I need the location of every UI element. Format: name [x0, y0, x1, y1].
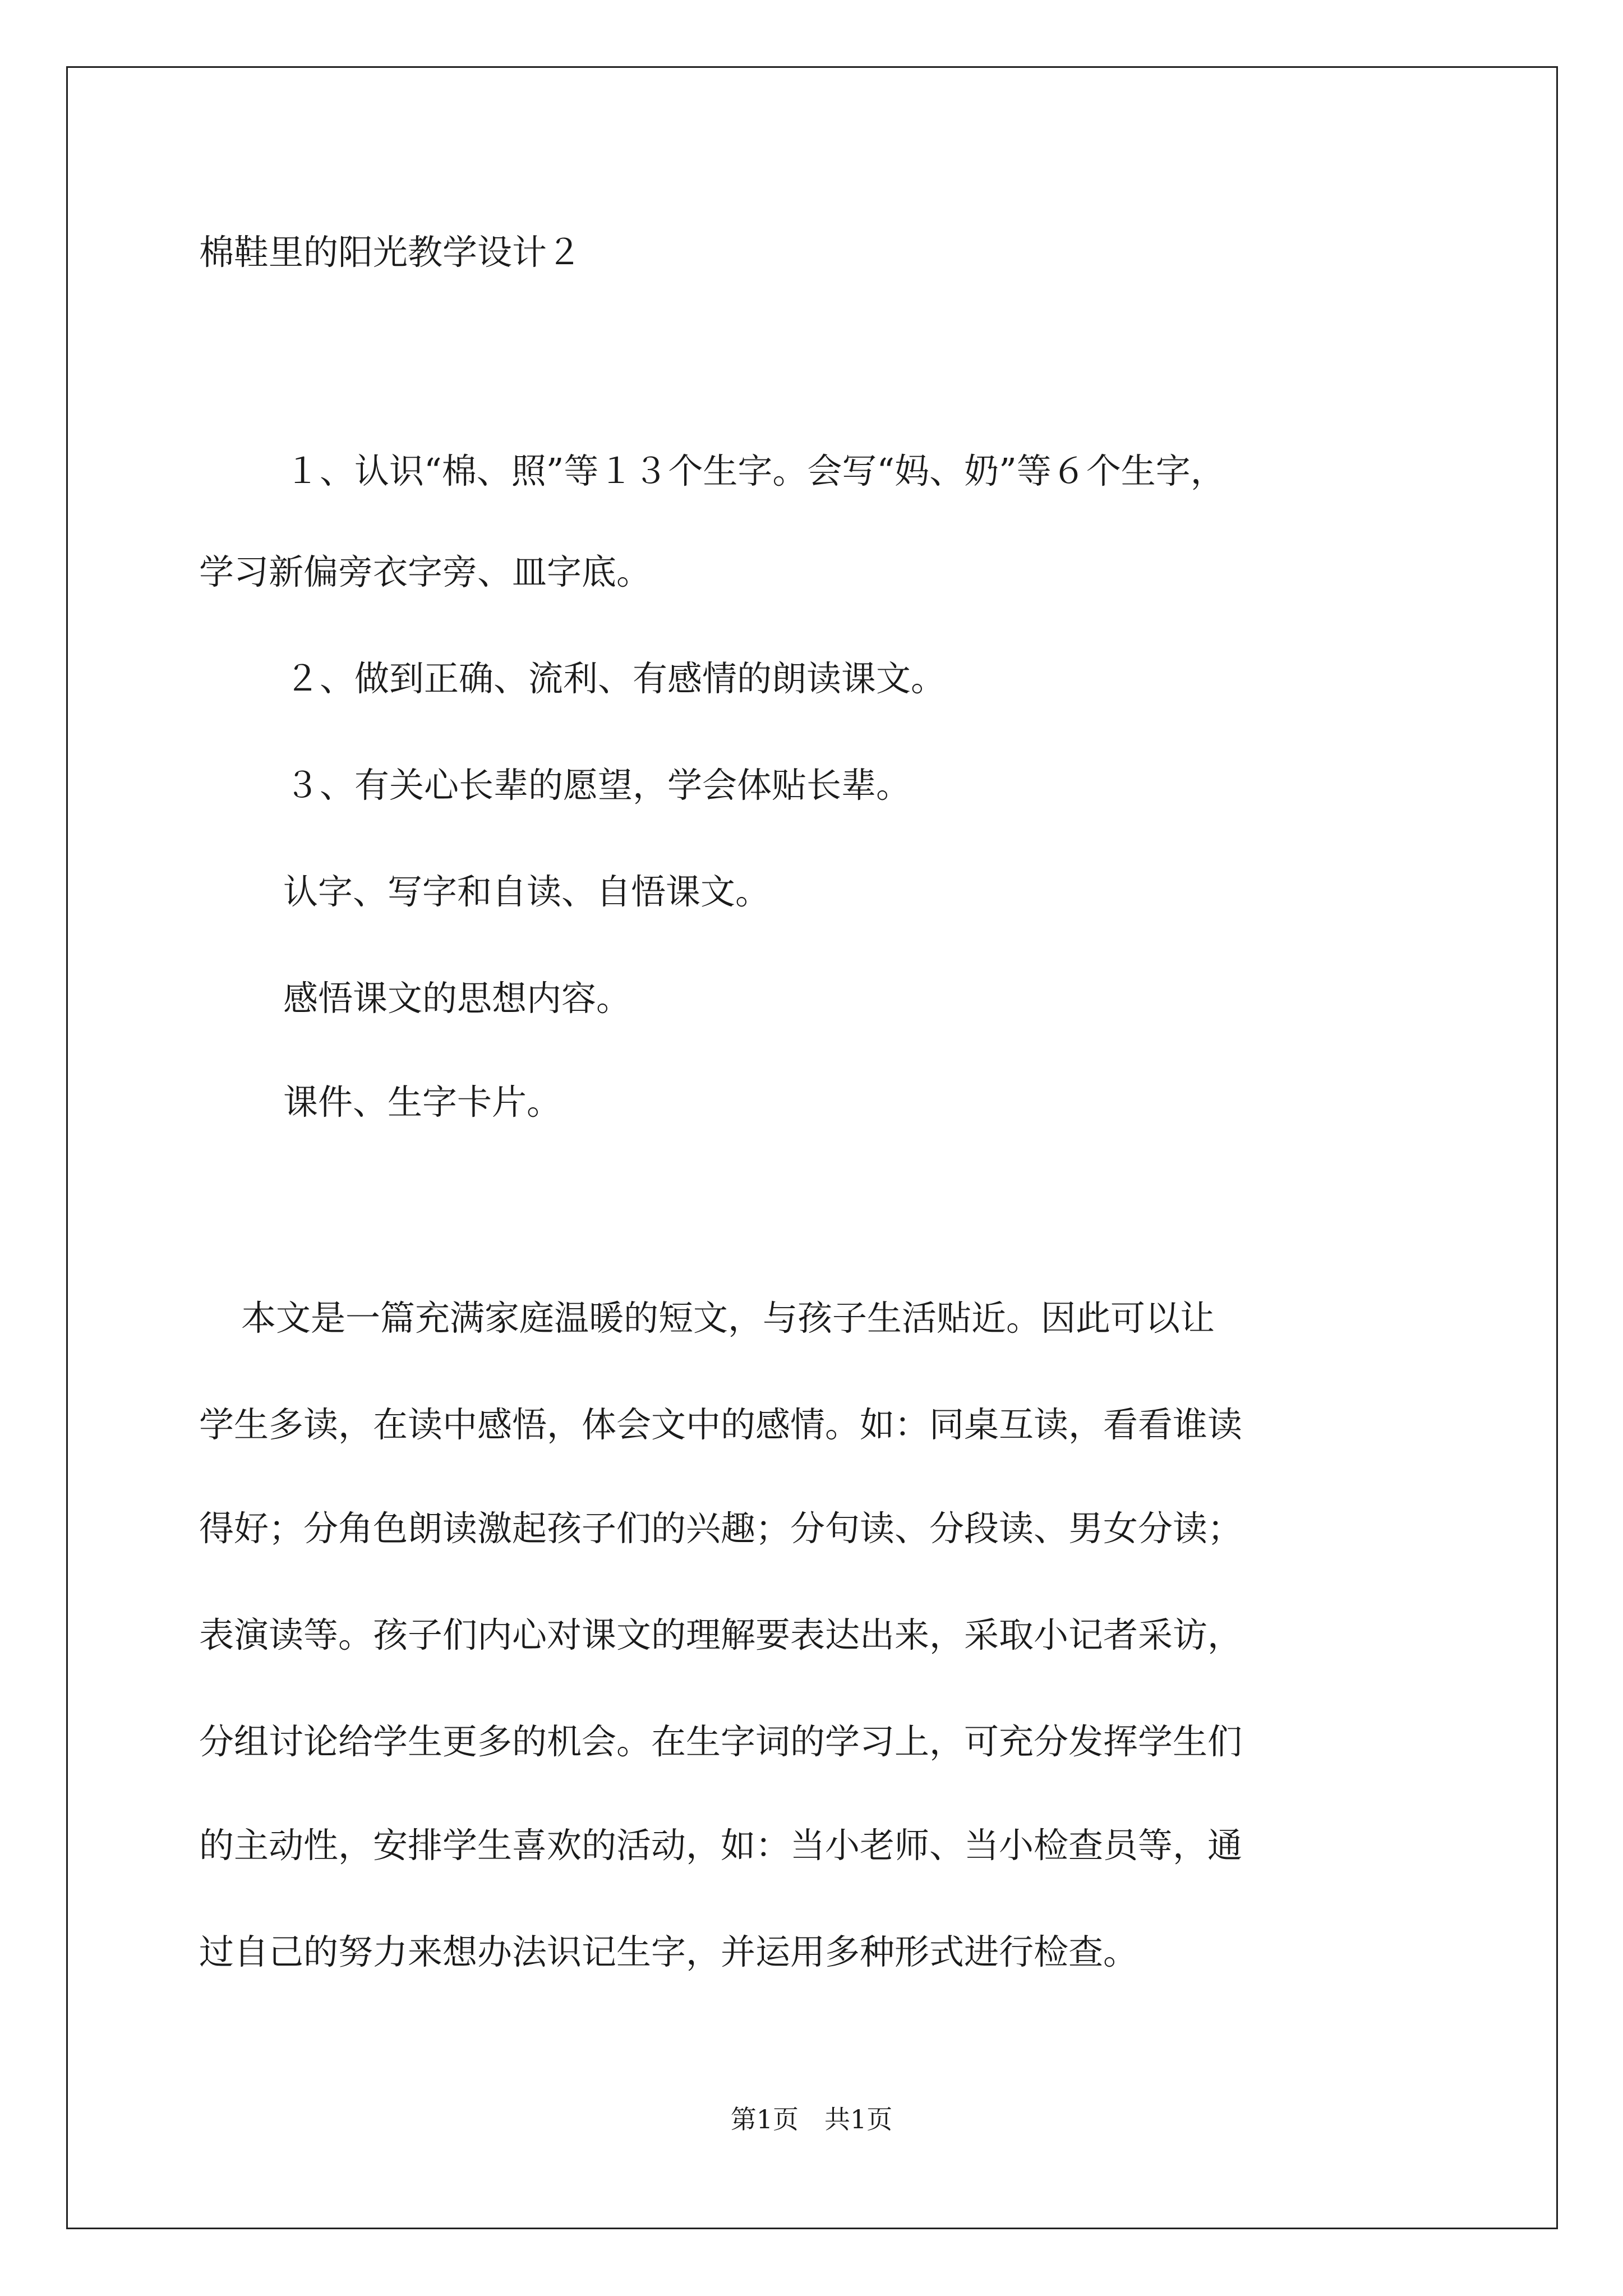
paragraph-line: 分组讨论给学生更多的机会。在生字词的学习上，可充分发挥学生们	[199, 1721, 1243, 1762]
page-number-footer: 第1页 共1页	[730, 2104, 893, 2134]
paragraph-line: ２、做到正确、流利、有感情的朗读课文。	[285, 658, 946, 699]
paragraph-line: 学习新偏旁衣字旁、皿字底。	[199, 551, 652, 592]
paragraph-line: 表演读等。孩子们内心对课文的理解要表达出来，采取小记者采访，	[199, 1614, 1243, 1655]
document-title: 棉鞋里的阳光教学设计２	[199, 232, 582, 273]
paragraph-line: 的主动性，安排学生喜欢的活动，如：当小老师、当小检查员等，通	[199, 1825, 1243, 1866]
paragraph-line: 过自己的努力来想办法识记生字，并运用多种形式进行检查。	[199, 1931, 1138, 1972]
paragraph-line: 本文是一篇充满家庭温暖的短文，与孩子生活贴近。因此可以让	[241, 1297, 1215, 1338]
paragraph-line: 课件、生字卡片。	[283, 1082, 562, 1122]
paragraph-line: １、认识“棉、照”等１３个生字。会写“妈、奶”等６个生字，	[285, 450, 1225, 491]
paragraph-line: 得好；分角色朗读激起孩子们的兴趣；分句读、分段读、男女分读；	[199, 1508, 1243, 1549]
paragraph-line: 学生多读，在读中感悟，体会文中的感情。如：同桌互读，看看谁读	[199, 1404, 1243, 1445]
paragraph-line: ３、有关心长辈的愿望，学会体贴长辈。	[285, 765, 911, 806]
paragraph-line: 感悟课文的思想内容。	[283, 978, 631, 1019]
page-frame	[66, 66, 1558, 2229]
paragraph-line: 认字、写字和自读、自悟课文。	[283, 871, 771, 912]
